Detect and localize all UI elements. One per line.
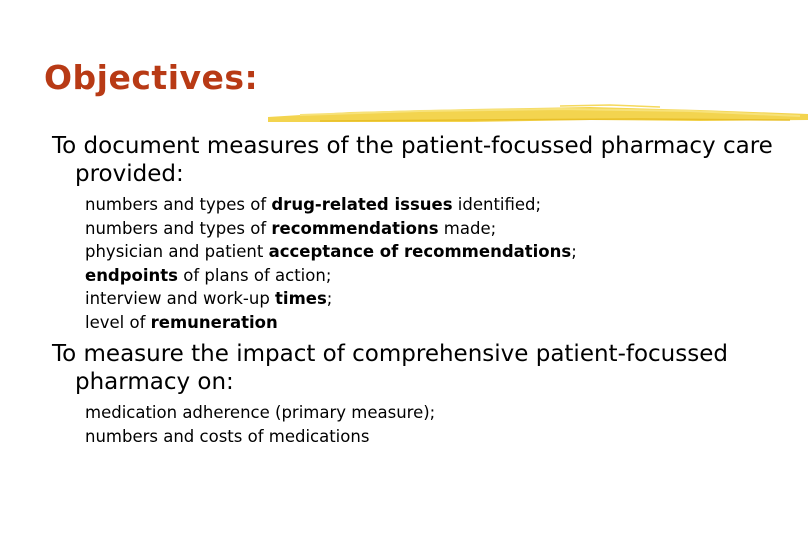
- objective-subpoints: [85, 401, 802, 448]
- objective-subpoints: [85, 193, 802, 334]
- emphasis-text: acceptance of recommendations: [268, 242, 572, 261]
- emphasis-text: remuneration: [150, 312, 278, 332]
- subpoint-text: made;: [438, 218, 497, 238]
- subpoint-text: medication adherence (primary measure);: [85, 403, 436, 422]
- subpoint-item: [85, 193, 802, 217]
- subpoint-text: identified;: [452, 195, 542, 214]
- objective-item: To measure the impact of comprehensive patient-focussed pharmacy on:: [52, 341, 728, 395]
- slide-title: Objectives:: [44, 58, 259, 97]
- subpoint-text: numbers and types of: [85, 195, 272, 214]
- subpoint-item: [85, 287, 802, 311]
- objective-item: To document measures of the patient-focussed pharmacy care provided:: [52, 133, 773, 187]
- emphasis-text: endpoints: [85, 265, 179, 285]
- emphasis-text: times: [275, 289, 327, 308]
- emphasis-text: drug-related issues: [271, 195, 453, 214]
- subpoint-item: [85, 264, 802, 288]
- objective-block: [52, 340, 802, 448]
- subpoint-text: numbers and costs of medications: [85, 426, 370, 446]
- subpoint-text: of plans of action;: [178, 265, 332, 285]
- objectives-list: [52, 132, 802, 454]
- subpoint-text: interview and work-up: [85, 289, 276, 308]
- subpoint-item: [85, 311, 802, 335]
- subpoint-text: ;: [326, 289, 333, 308]
- objective-block: [52, 132, 802, 334]
- title-underline-rule: [0, 98, 810, 132]
- subpoint-item: [85, 401, 802, 425]
- emphasis-text: recommendations: [271, 218, 439, 238]
- subpoint-item: [85, 217, 802, 241]
- subpoint-item: [85, 425, 802, 449]
- subpoint-item: [85, 240, 802, 264]
- subpoint-text: level of: [85, 312, 151, 332]
- subpoint-text: ;: [571, 242, 577, 261]
- subpoint-text: numbers and types of: [85, 218, 272, 238]
- subpoint-text: physician and patient: [85, 242, 269, 261]
